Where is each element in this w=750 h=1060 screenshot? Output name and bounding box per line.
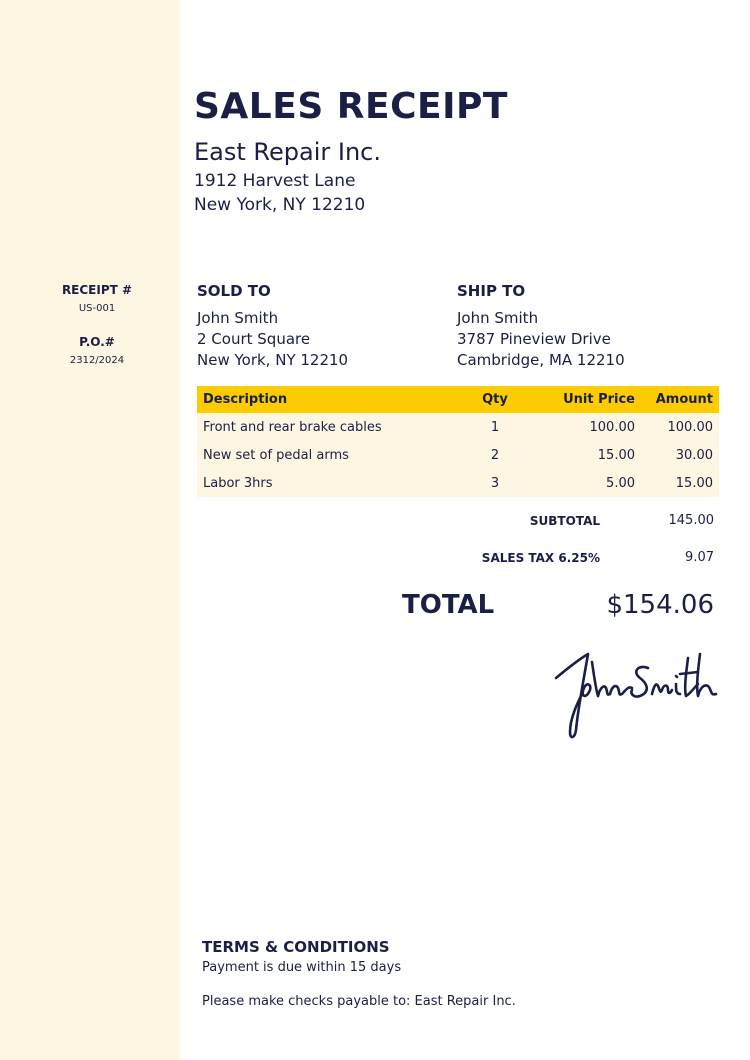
table-row bbox=[197, 413, 719, 441]
cell-qty: 2 bbox=[459, 441, 531, 469]
cell-amount: 15.00 bbox=[641, 469, 719, 497]
receipt-number-block bbox=[0, 283, 194, 314]
signature-image bbox=[548, 638, 720, 746]
terms-block bbox=[202, 938, 516, 1009]
company-name: East Repair Inc. bbox=[194, 138, 381, 166]
table-row bbox=[197, 441, 719, 469]
sidebar-panel bbox=[0, 0, 180, 1060]
sold-to-block bbox=[197, 282, 348, 371]
cell-description: Front and rear brake cables bbox=[197, 413, 459, 441]
company-address-line1: 1912 Harvest Lane bbox=[194, 171, 356, 191]
table-row bbox=[197, 469, 719, 497]
company-address-line2: New York, NY 12210 bbox=[194, 195, 366, 215]
line-items-table bbox=[197, 386, 719, 497]
total-label: TOTAL bbox=[402, 590, 495, 620]
cell-qty: 1 bbox=[459, 413, 531, 441]
cell-description: Labor 3hrs bbox=[197, 469, 459, 497]
cell-description: New set of pedal arms bbox=[197, 441, 459, 469]
ship-to-city: Cambridge, MA 12210 bbox=[457, 351, 625, 369]
ship-to-block bbox=[457, 282, 625, 371]
subtotal-value: 145.00 bbox=[668, 513, 714, 528]
table-header-row bbox=[197, 386, 719, 413]
ship-to-heading: SHIP TO bbox=[457, 282, 526, 300]
subtotal-label: SUBTOTAL bbox=[529, 514, 600, 528]
cell-unit-price: 100.00 bbox=[531, 413, 641, 441]
header-qty: Qty bbox=[459, 386, 531, 413]
total-value: $154.06 bbox=[606, 590, 714, 620]
sold-to-name: John Smith bbox=[197, 309, 279, 327]
sold-to-heading: SOLD TO bbox=[197, 282, 271, 300]
receipt-number-value: US-001 bbox=[78, 303, 116, 314]
sales-tax-label: SALES TAX 6.25% bbox=[481, 551, 600, 565]
terms-payment-line: Payment is due within 15 days bbox=[202, 960, 402, 975]
cell-amount: 30.00 bbox=[641, 441, 719, 469]
sales-tax-value: 9.07 bbox=[685, 550, 714, 565]
cell-unit-price: 15.00 bbox=[531, 441, 641, 469]
ship-to-street: 3787 Pineview Drive bbox=[457, 330, 611, 348]
header-amount: Amount bbox=[641, 386, 719, 413]
cell-amount: 100.00 bbox=[641, 413, 719, 441]
header-description: Description bbox=[197, 386, 459, 413]
terms-heading: TERMS & CONDITIONS bbox=[202, 938, 390, 956]
ship-to-name: John Smith bbox=[457, 309, 539, 327]
sold-to-street: 2 Court Square bbox=[197, 330, 311, 348]
po-number-value: 2312/2024 bbox=[69, 355, 125, 366]
document-title: SALES RECEIPT bbox=[194, 86, 508, 127]
po-number-label: P.O.# bbox=[79, 335, 115, 349]
sold-to-city: New York, NY 12210 bbox=[197, 351, 349, 369]
cell-unit-price: 5.00 bbox=[531, 469, 641, 497]
terms-checks-line: Please make checks payable to: East Repair Inc. bbox=[202, 994, 516, 1009]
header-unit-price: Unit Price bbox=[531, 386, 641, 413]
po-number-block bbox=[0, 335, 194, 366]
receipt-number-label: RECEIPT # bbox=[61, 283, 133, 297]
cell-qty: 3 bbox=[459, 469, 531, 497]
